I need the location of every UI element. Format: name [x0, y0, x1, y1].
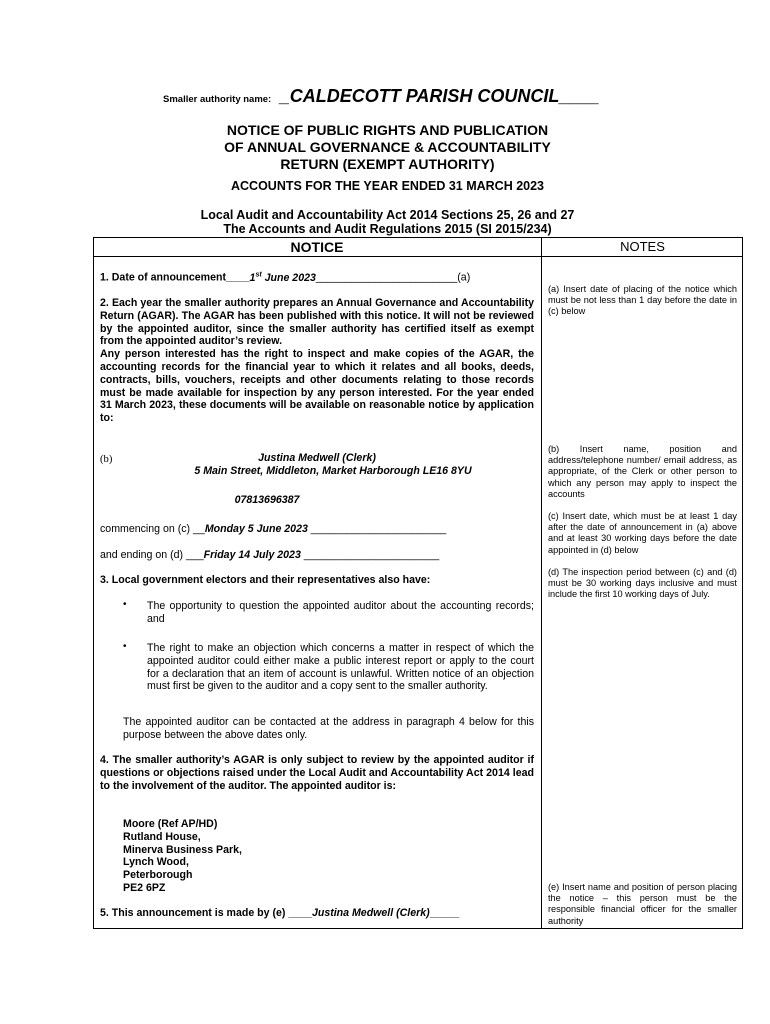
announcement-date-value [250, 272, 316, 284]
commencing-tail: _______________________ [307, 523, 447, 535]
paragraph-4: 4. The smaller authority’s AGAR is only subject to review by the appointed auditor if questions or objections raised under the Local Audit and Accountability Act 2014 lead to the involvement of the auditor. The appointed auditor is: [100, 754, 534, 792]
auditor-contact-note: The appointed auditor can be contacted at the address in paragraph 4 below for this purpose between the above dates only. [123, 716, 534, 741]
contact-name: Justina Medwell (Clerk) [258, 452, 376, 464]
notice-column-header: NOTICE [290, 239, 344, 255]
title-line-2: OF ANNUAL GOVERNANCE & ACCOUNTABILITY [224, 139, 551, 155]
authority-name-line [163, 86, 599, 107]
note-b: (b) Insert name, position and address/telephone number/ email address, as appropriate, of the Clerk or other person to which any person may apply to inspect the accounts [548, 444, 737, 499]
auditor-address-line: PE2 6PZ [123, 881, 166, 894]
date-month-year: June 2023 [261, 271, 316, 284]
accounts-year: ACCOUNTS FOR THE YEAR ENDED 31 MARCH 2023 [230, 179, 545, 193]
paragraph-2 [100, 297, 534, 425]
authority-name-label: Smaller authority name: [163, 94, 272, 105]
ending-line [100, 549, 439, 562]
auditor-address-line: Peterborough [123, 869, 193, 882]
title-line-3: RETURN (EXEMPT AUTHORITY) [280, 156, 495, 172]
legislation [120, 208, 655, 236]
bullet-icon: • [123, 641, 127, 652]
contact-marker: (b) [100, 454, 113, 465]
column-divider [541, 237, 542, 929]
commencing-label: commencing on (c) __ [100, 523, 205, 535]
auditor-address-line: Moore (Ref AP/HD) [123, 818, 218, 830]
right-to-question: The opportunity to question the appointed auditor about the accounting records; and [147, 600, 534, 625]
announcement-tail: ________________________(a) [315, 271, 471, 284]
note-d: (d) The inspection period between (c) and (d) must be 30 working days inclusive and must include the first 10 working days of July. [548, 567, 737, 600]
commencing-date: Monday 5 June 2023 [204, 523, 308, 535]
legislation-line-2: The Accounts and Audit Regulations 2015 (SI 2015/234) [223, 222, 552, 236]
legislation-line-1: Local Audit and Accountability Act 2014 Sections 25, 26 and 27 [200, 208, 575, 222]
ending-tail: _______________________ [300, 549, 440, 561]
announcement-label: 1. Date of announcement____ [100, 271, 250, 284]
ending-label: and ending on (d) ___ [100, 549, 204, 561]
notice-title [120, 122, 655, 173]
auditor-address-line: Lynch Wood, [123, 856, 189, 869]
auditor-address-line: Minerva Business Park, [123, 843, 242, 856]
note-e: (e) Insert name and position of person placing the notice – this person must be the responsible financial officer for the smaller authority [548, 882, 737, 926]
notes-column-header: NOTES [620, 239, 665, 254]
contact-details [100, 452, 534, 478]
right-to-object: The right to make an objection which concerns a matter in respect of which the appointed auditor could either make a public interest report or apply to the court for a declaration that an item of account is unlawful. Written notice of an objection must first be given to the auditor and a copy sent to the smaller authority. [147, 642, 534, 693]
paragraph-2-part-1: 2. Each year the smaller authority prepares an Annual Governance and Accountability Return (AGAR). The AGAR has been published with this notice. It will not be reviewed by the appointed auditor, since the smaller authority has certified itself as exempt from the appointed auditor’s review. [100, 297, 534, 348]
title-line-1: NOTICE OF PUBLIC RIGHTS AND PUBLICATION [226, 122, 549, 138]
announcement-date [100, 269, 470, 284]
header-divider [93, 256, 743, 257]
announcement-by [100, 907, 459, 920]
note-c: (c) Insert date, which must be at least 1 day after the date of announcement in (a) above and at least 30 working days before the date appointed in (d) below [548, 511, 737, 555]
ending-date: Friday 14 July 2023 [203, 549, 301, 561]
paragraph-3-heading: 3. Local government electors and their representatives also have: [100, 574, 431, 586]
announcement-by-label: 5. This announcement is made by (e) ____ [100, 907, 312, 919]
date-ordinal: st [255, 271, 262, 278]
note-a: (a) Insert date of placing of the notice which must be not less than 1 day before the date in (c) below [548, 284, 737, 317]
bullet-icon: • [123, 599, 127, 610]
commencing-line [100, 523, 446, 536]
paragraph-2-part-2: Any person interested has the right to inspect and make copies of the AGAR, the accounting records for the financial year to which it relates and all books, deeds, contracts, bills, vouchers, receipts and other documents relating to those records must be made available for inspection by any person interested. For the year ended 31 March 2023, these documents will be available on reasonable notice by application to: [100, 348, 534, 425]
contact-phone [100, 494, 534, 507]
auditor-address [123, 818, 242, 895]
date-day: 1 [249, 271, 256, 284]
contact-address: 5 Main Street, Middleton, Market Harborough LE16 8YU [194, 464, 472, 477]
contact-phone-value: 07813696387 [234, 494, 300, 506]
announcement-by-name: Justina Medwell (Clerk) [311, 907, 430, 919]
authority-name: _CALDECOTT PARISH COUNCIL____ [279, 86, 600, 106]
auditor-address-line: Rutland House, [123, 830, 201, 843]
announcement-by-tail: _____ [429, 907, 460, 919]
